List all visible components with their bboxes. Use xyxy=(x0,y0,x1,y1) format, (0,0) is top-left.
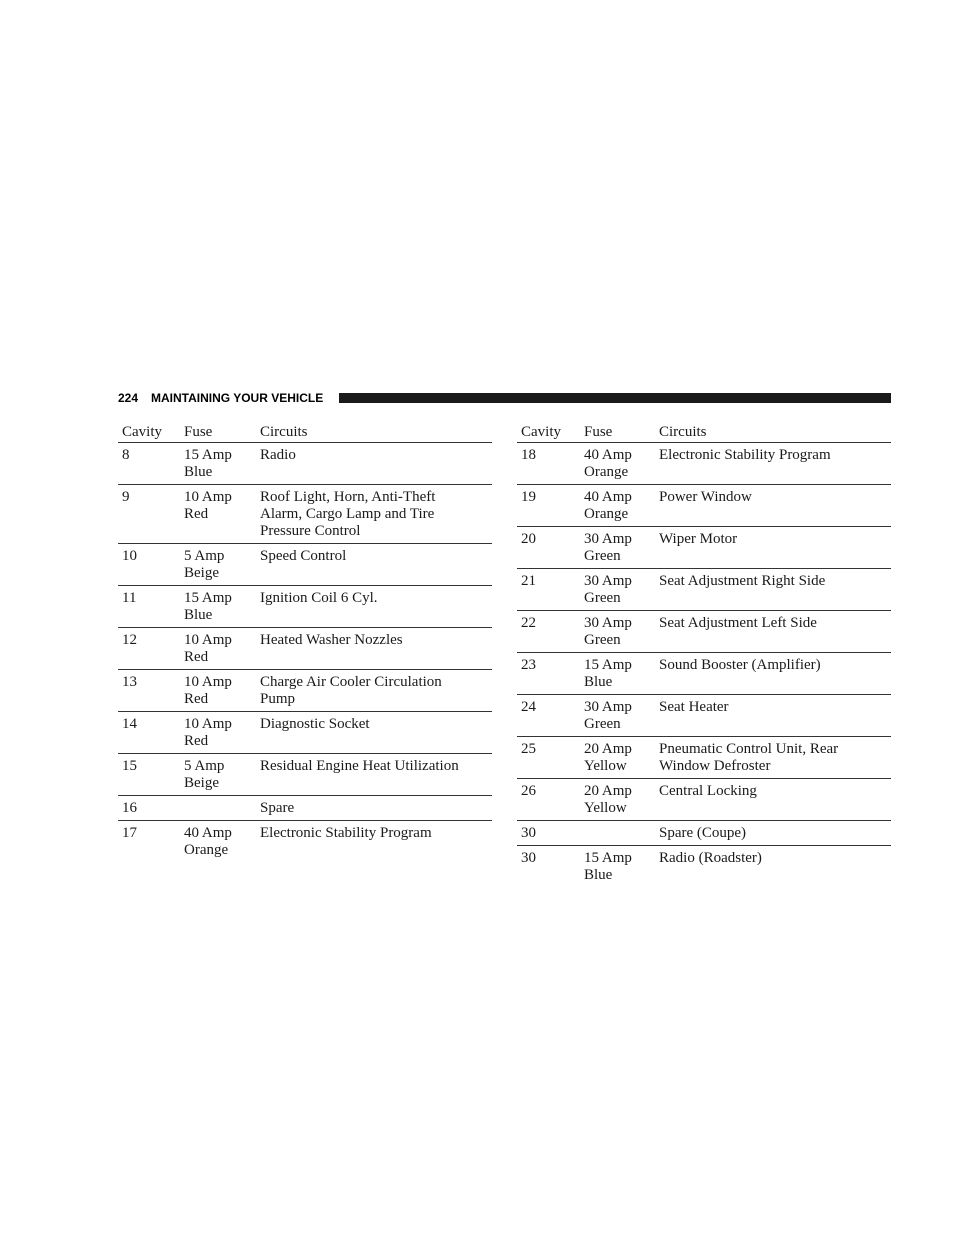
fuse-line: Yellow xyxy=(584,800,627,816)
fuse-line: 40 Amp xyxy=(584,489,632,505)
fuse-line: 10 Amp xyxy=(184,716,232,732)
fuse-cell xyxy=(580,443,655,485)
page-number: 224 xyxy=(118,391,139,405)
circuits-line: Heated Washer Nozzles xyxy=(260,632,403,648)
circuits-cell xyxy=(655,737,891,779)
table-header-row xyxy=(517,420,891,443)
fuse-cell xyxy=(180,670,256,712)
cavity-cell: 10 xyxy=(118,544,180,586)
fuse-line: 30 Amp xyxy=(584,573,632,589)
fuse-cell xyxy=(580,653,655,695)
circuits-cell xyxy=(256,821,492,863)
circuits-line: Radio (Roadster) xyxy=(659,850,762,866)
circuits-line: Spare xyxy=(260,800,295,816)
fuse-line: 30 Amp xyxy=(584,699,632,715)
circuits-cell xyxy=(655,443,891,485)
fuse-line: 10 Amp xyxy=(184,674,232,690)
table-row xyxy=(118,670,492,712)
cavity-cell: 22 xyxy=(517,611,580,653)
cavity-cell: 16 xyxy=(118,796,180,821)
fuse-line: Orange xyxy=(584,506,629,522)
circuits-cell xyxy=(655,485,891,527)
circuits-cell xyxy=(655,653,891,695)
cavity-cell: 24 xyxy=(517,695,580,737)
circuits-line: Central Locking xyxy=(659,783,757,799)
fuse-cell xyxy=(580,569,655,611)
table-row xyxy=(118,485,492,544)
cavity-cell: 23 xyxy=(517,653,580,695)
table-row xyxy=(517,485,891,527)
circuits-cell xyxy=(256,628,492,670)
circuits-line: Charge Air Cooler Circulation xyxy=(260,674,442,690)
fuse-cell xyxy=(580,695,655,737)
circuits-cell xyxy=(256,485,492,544)
fuse-line: 15 Amp xyxy=(584,657,632,673)
fuse-line: Green xyxy=(584,716,621,732)
fuse-line: Green xyxy=(584,548,621,564)
circuits-cell xyxy=(256,754,492,796)
cavity-cell: 15 xyxy=(118,754,180,796)
circuits-line: Wiper Motor xyxy=(659,531,738,547)
fuse-cell xyxy=(180,712,256,754)
fuse-line: 15 Amp xyxy=(184,590,232,606)
table-row xyxy=(517,821,891,846)
fuse-cell xyxy=(180,796,256,821)
table-row xyxy=(118,544,492,586)
cavity-cell: 26 xyxy=(517,779,580,821)
fuse-line: 40 Amp xyxy=(184,825,232,841)
fuse-line: 15 Amp xyxy=(584,850,632,866)
table-row xyxy=(517,443,891,485)
fuse-line: 5 Amp xyxy=(184,548,225,564)
circuits-line: Speed Control xyxy=(260,548,347,564)
circuits-line: Diagnostic Socket xyxy=(260,716,370,732)
circuits-line: Seat Adjustment Right Side xyxy=(659,573,826,589)
table-row xyxy=(517,846,891,888)
cavity-cell: 20 xyxy=(517,527,580,569)
table-row xyxy=(118,754,492,796)
header-rule-bar xyxy=(339,393,891,403)
circuits-line: Roof Light, Horn, Anti-Theft xyxy=(260,489,436,505)
table-row xyxy=(517,569,891,611)
table-row xyxy=(118,796,492,821)
fuse-line: Green xyxy=(584,590,621,606)
column-header-circuits: Circuits xyxy=(256,420,492,443)
table-row xyxy=(517,653,891,695)
fuse-cell xyxy=(580,779,655,821)
column-header-fuse: Fuse xyxy=(580,420,655,443)
circuits-line: Power Window xyxy=(659,489,752,505)
fuse-line: 30 Amp xyxy=(584,531,632,547)
cavity-cell: 8 xyxy=(118,443,180,485)
fuse-table-left xyxy=(118,420,492,862)
column-header-cavity: Cavity xyxy=(517,420,580,443)
circuits-line: Spare (Coupe) xyxy=(659,825,747,841)
cavity-cell: 21 xyxy=(517,569,580,611)
circuits-cell xyxy=(655,527,891,569)
cavity-cell: 14 xyxy=(118,712,180,754)
fuse-line: Blue xyxy=(184,464,213,480)
fuse-line: Blue xyxy=(584,867,613,883)
fuse-cell xyxy=(180,485,256,544)
table-header-row xyxy=(118,420,492,443)
fuse-line: 30 Amp xyxy=(584,615,632,631)
cavity-cell: 30 xyxy=(517,821,580,846)
fuse-line: Yellow xyxy=(584,758,627,774)
circuits-line: Pneumatic Control Unit, Rear xyxy=(659,741,839,757)
fuse-table-right xyxy=(517,420,891,887)
circuits-cell xyxy=(655,846,891,888)
circuits-cell xyxy=(256,443,492,485)
section-title: MAINTAINING YOUR VEHICLE xyxy=(151,391,324,405)
fuse-cell xyxy=(180,821,256,863)
circuits-cell xyxy=(256,586,492,628)
circuits-line: Seat Heater xyxy=(659,699,729,715)
fuse-line: 20 Amp xyxy=(584,783,632,799)
page-header xyxy=(118,390,891,406)
fuse-cell xyxy=(580,485,655,527)
circuits-line: Ignition Coil 6 Cyl. xyxy=(260,590,378,606)
circuits-cell xyxy=(256,796,492,821)
fuse-line: Red xyxy=(184,691,209,707)
cavity-cell: 17 xyxy=(122,825,137,841)
circuits-line: Electronic Stability Program xyxy=(659,447,831,463)
fuse-line: 5 Amp xyxy=(184,758,225,774)
table-row xyxy=(118,821,492,863)
circuits-line: Window Defroster xyxy=(659,758,771,774)
cavity-cell: 11 xyxy=(118,586,180,628)
fuse-cell xyxy=(580,821,655,846)
fuse-line: Green xyxy=(584,632,621,648)
circuits-line: Electronic Stability Program xyxy=(260,825,432,841)
fuse-cell xyxy=(180,628,256,670)
fuse-line: 15 Amp xyxy=(184,447,232,463)
fuse-cell xyxy=(580,527,655,569)
circuits-line: Sound Booster (Amplifier) xyxy=(659,657,821,673)
fuse-line: 10 Amp xyxy=(184,489,232,505)
table-row xyxy=(517,527,891,569)
circuits-cell xyxy=(256,712,492,754)
fuse-cell xyxy=(180,586,256,628)
table-row xyxy=(118,628,492,670)
circuits-cell xyxy=(655,821,891,846)
fuse-line: 20 Amp xyxy=(584,741,632,757)
cavity-cell: 18 xyxy=(517,443,580,485)
circuits-cell xyxy=(655,611,891,653)
table-row xyxy=(118,712,492,754)
cavity-cell: 25 xyxy=(517,737,580,779)
circuits-line: Radio xyxy=(260,447,296,463)
fuse-cell xyxy=(580,846,655,888)
cavity-cell: 19 xyxy=(517,485,580,527)
column-header-circuits: Circuits xyxy=(655,420,891,443)
cavity-cell: 13 xyxy=(118,670,180,712)
fuse-line: Blue xyxy=(184,607,213,623)
fuse-cell xyxy=(180,544,256,586)
fuse-line: Blue xyxy=(584,674,613,690)
fuse-cell xyxy=(180,754,256,796)
circuits-cell xyxy=(256,670,492,712)
table-row xyxy=(118,443,492,485)
fuse-line: Red xyxy=(184,506,209,522)
table-row xyxy=(517,737,891,779)
fuse-line: Red xyxy=(184,649,209,665)
table-row xyxy=(118,586,492,628)
fuse-line: 10 Amp xyxy=(184,632,232,648)
circuits-cell xyxy=(655,569,891,611)
circuits-line: Alarm, Cargo Lamp and Tire xyxy=(260,506,435,522)
fuse-cell xyxy=(580,737,655,779)
fuse-line: Beige xyxy=(184,565,219,581)
fuse-line: Orange xyxy=(184,842,229,858)
circuits-line: Seat Adjustment Left Side xyxy=(659,615,817,631)
fuse-line: Orange xyxy=(584,464,629,480)
circuits-line: Pump xyxy=(260,691,296,707)
table-row xyxy=(517,779,891,821)
fuse-line: 40 Amp xyxy=(584,447,632,463)
fuse-line: Red xyxy=(184,733,209,749)
column-header-cavity: Cavity xyxy=(118,420,180,443)
fuse-line: Beige xyxy=(184,775,219,791)
circuits-line: Residual Engine Heat Utilization xyxy=(260,758,459,774)
circuits-cell xyxy=(256,544,492,586)
cavity-cell: 9 xyxy=(118,485,180,544)
table-row xyxy=(517,695,891,737)
column-header-fuse: Fuse xyxy=(180,420,256,443)
cavity-cell: 12 xyxy=(118,628,180,670)
cavity-cell: 30 xyxy=(521,850,536,866)
circuits-cell xyxy=(655,695,891,737)
circuits-cell xyxy=(655,779,891,821)
fuse-cell xyxy=(180,443,256,485)
fuse-cell xyxy=(580,611,655,653)
circuits-line: Pressure Control xyxy=(260,523,361,539)
table-row xyxy=(517,611,891,653)
